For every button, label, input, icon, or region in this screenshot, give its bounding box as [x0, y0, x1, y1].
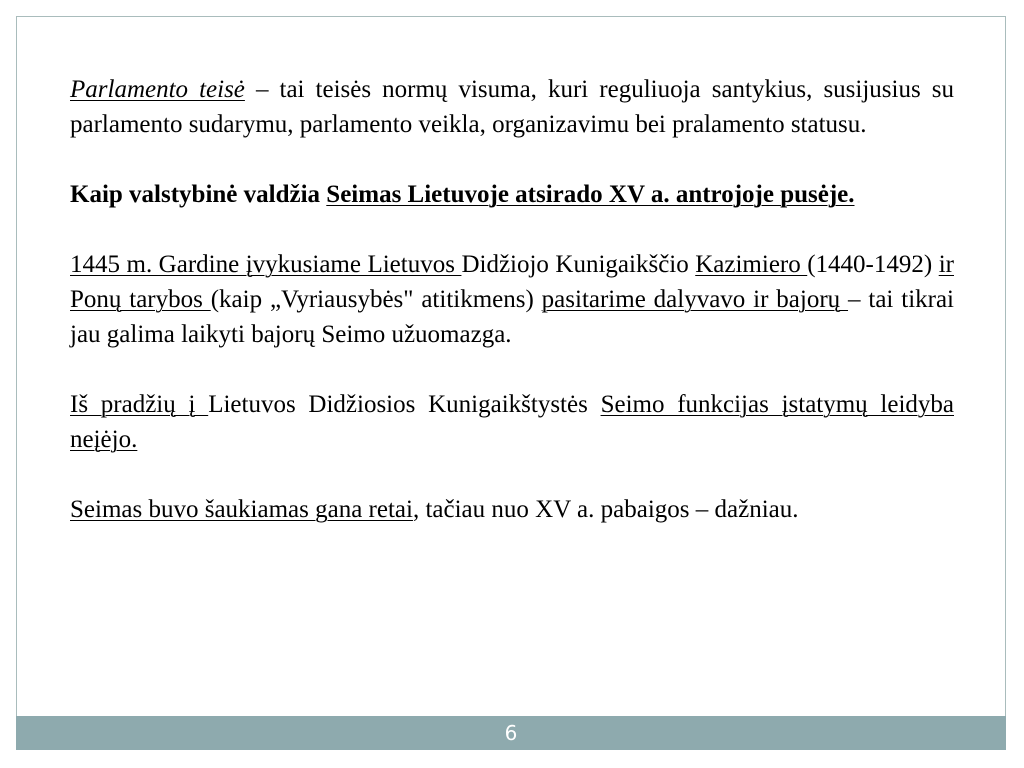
page-number: 6: [504, 721, 518, 745]
funkcijos-underlined-1: Iš pradžių į: [70, 391, 209, 418]
saukimas-underlined: Seimas buvo šaukiamas gana retai: [70, 496, 413, 523]
paragraph-seimas-origin: [70, 177, 954, 212]
paragraph-definition: [70, 72, 954, 142]
saukimas-text: , tačiau nuo XV a. pabaigos – dažniau.: [412, 496, 799, 523]
paragraph-seimo-saukimas: [70, 492, 954, 527]
gardinas-underlined-3: ir Ponų tarybos: [70, 251, 954, 313]
gardinas-text-1: Didžiojo Kunigaikščio: [461, 251, 696, 278]
definition-text: – tai teisės normų visuma, kuri reguliuoja santykius, susijusius su parlamento sudarymu, parlamento veikla, organizavimu bei pralamento statusu.: [70, 76, 954, 138]
funkcijos-text-1: Lietuvos Didžiosios Kunigaikštystės: [208, 391, 601, 418]
gardinas-underlined-2: Kazimiero: [695, 251, 808, 278]
paragraph-seimo-funkcijos: [70, 387, 954, 457]
gardinas-underlined-1: 1445 m. Gardine įvykusiame Lietuvos: [70, 251, 462, 278]
gardinas-text-3: (kaip „Vyriausybės" atitikmens): [210, 286, 542, 313]
term-parlamento-teise: Parlamento teisė: [70, 76, 245, 103]
gardinas-text-2: (1440-1492): [807, 251, 939, 278]
funkcijos-underlined-2: Seimo funkcijas įstatymų leidyba neįėjo.: [70, 391, 954, 453]
paragraph-1445-gardinas: [70, 247, 954, 352]
gardinas-underlined-4: pasitarime dalyvavo ir bajorų: [541, 286, 849, 313]
slide-content: [70, 72, 954, 527]
footer-bar: [16, 716, 1006, 750]
origin-lead: Kaip valstybinė valdžia: [70, 181, 327, 208]
gardinas-text-4: – tai tikrai jau galima laikyti bajorų Seimo užuomazga.: [70, 286, 955, 348]
origin-underlined: Seimas Lietuvoje atsirado XV a. antrojoje pusėje.: [326, 181, 855, 208]
